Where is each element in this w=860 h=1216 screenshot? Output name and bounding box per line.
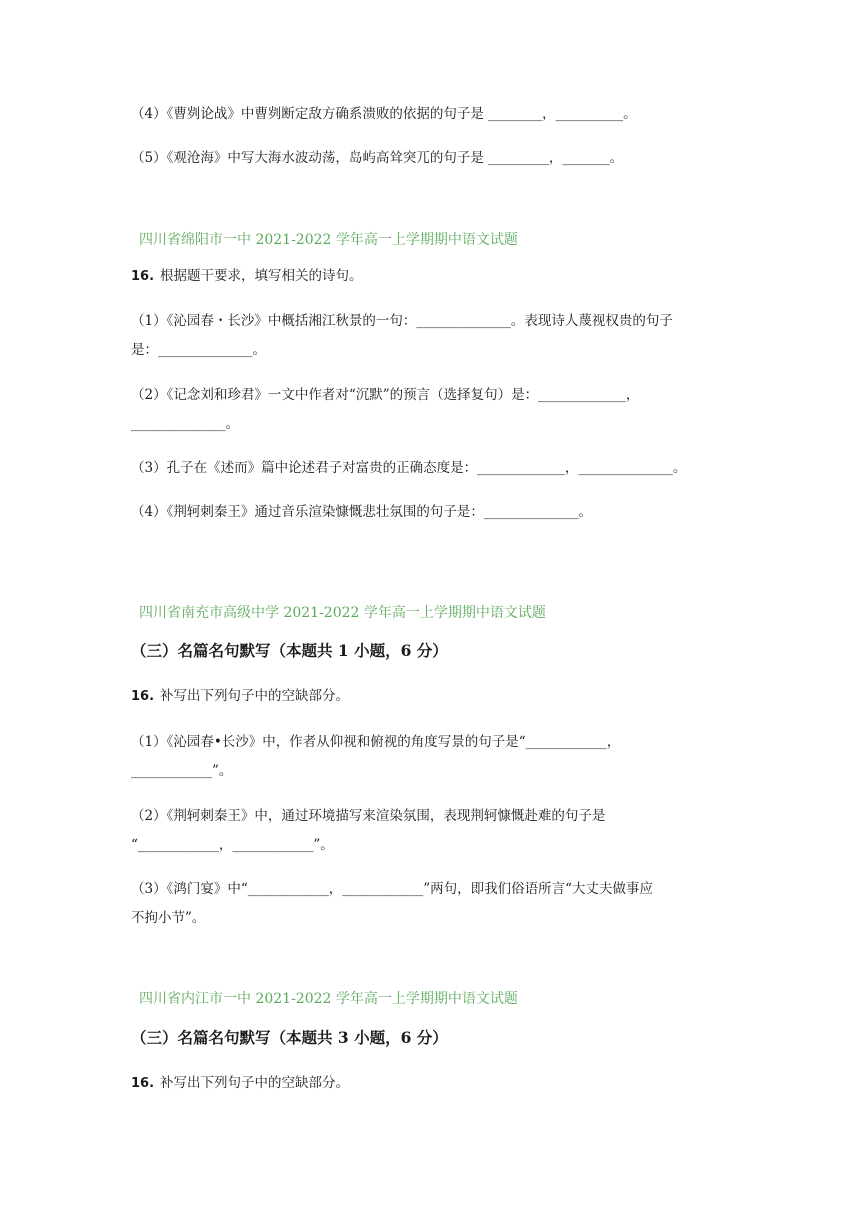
section-heading: （三）名篇名句默写（本题共 3 小题，6 分）	[131, 1028, 448, 1047]
question-16-instruction	[131, 686, 349, 707]
question-2-line-2: “____________，____________”。	[131, 837, 334, 853]
question-number: 16.	[131, 269, 155, 284]
question-3-line-2: 不拘小节”。	[131, 910, 206, 926]
question-16-instruction	[131, 1073, 349, 1094]
question-3-line-1: （3）《鸿门宴》中“____________，____________”两句，即我们俗语所言“大丈夫做事应	[131, 881, 654, 897]
question-5-guan-cang-hai: （5）《观沧海》中写大海水波动荡，岛屿高耸突兀的句子是 _________，_______。	[131, 150, 624, 166]
question-number: 16.	[131, 1076, 155, 1091]
question-2-line-1: （2）《荆轲刺秦王》中，通过环境描写来渲染氛围，表现荆轲慷慨赴难的句子是	[131, 808, 606, 824]
question-1-line-2: ____________”。	[131, 763, 233, 779]
instruction-text: 补写出下列句子中的空缺部分。	[160, 1075, 350, 1091]
question-4-cao-gui: （4）《曹刿论战》中曹刿断定敌方确系溃败的依据的句子是 ________，__________。	[131, 106, 637, 122]
section-heading: （三）名篇名句默写（本题共 1 小题，6 分）	[131, 641, 448, 660]
source-title-nanchong: 四川省南充市高级中学 2021-2022 学年高一上学期期中语文试题	[139, 605, 546, 621]
question-16-instruction	[131, 266, 363, 287]
question-1-line-1: （1）《沁园春•长沙》中，作者从仰视和俯视的角度写景的句子是“____________，	[131, 734, 621, 750]
question-number: 16.	[131, 689, 155, 704]
question-2-line-1: （2）《记念刘和珍君》一文中作者对“沉默”的预言（选择复句）是：_____________，	[131, 387, 640, 403]
question-4: （4）《荆轲刺秦王》通过音乐渲染慷慨悲壮氛围的句子是：______________。	[131, 504, 592, 520]
source-title-mianyang: 四川省绵阳市一中 2021-2022 学年高一上学期期中语文试题	[139, 232, 518, 248]
source-title-neijiang: 四川省内江市一中 2021-2022 学年高一上学期期中语文试题	[139, 991, 518, 1007]
question-1-line-2: 是：______________。	[131, 342, 266, 358]
instruction-text: 补写出下列句子中的空缺部分。	[160, 688, 350, 704]
question-2-line-2: ______________。	[131, 416, 239, 432]
instruction-text: 根据题干要求，填写相关的诗句。	[160, 268, 363, 284]
question-3: （3）孔子在《述而》篇中论述君子对富贵的正确态度是：_____________，______________。	[131, 460, 687, 476]
question-1-line-1: （1）《沁园春・长沙》中概括湘江秋景的一句：______________。表现诗人蔑视权贵的句子	[131, 313, 673, 329]
